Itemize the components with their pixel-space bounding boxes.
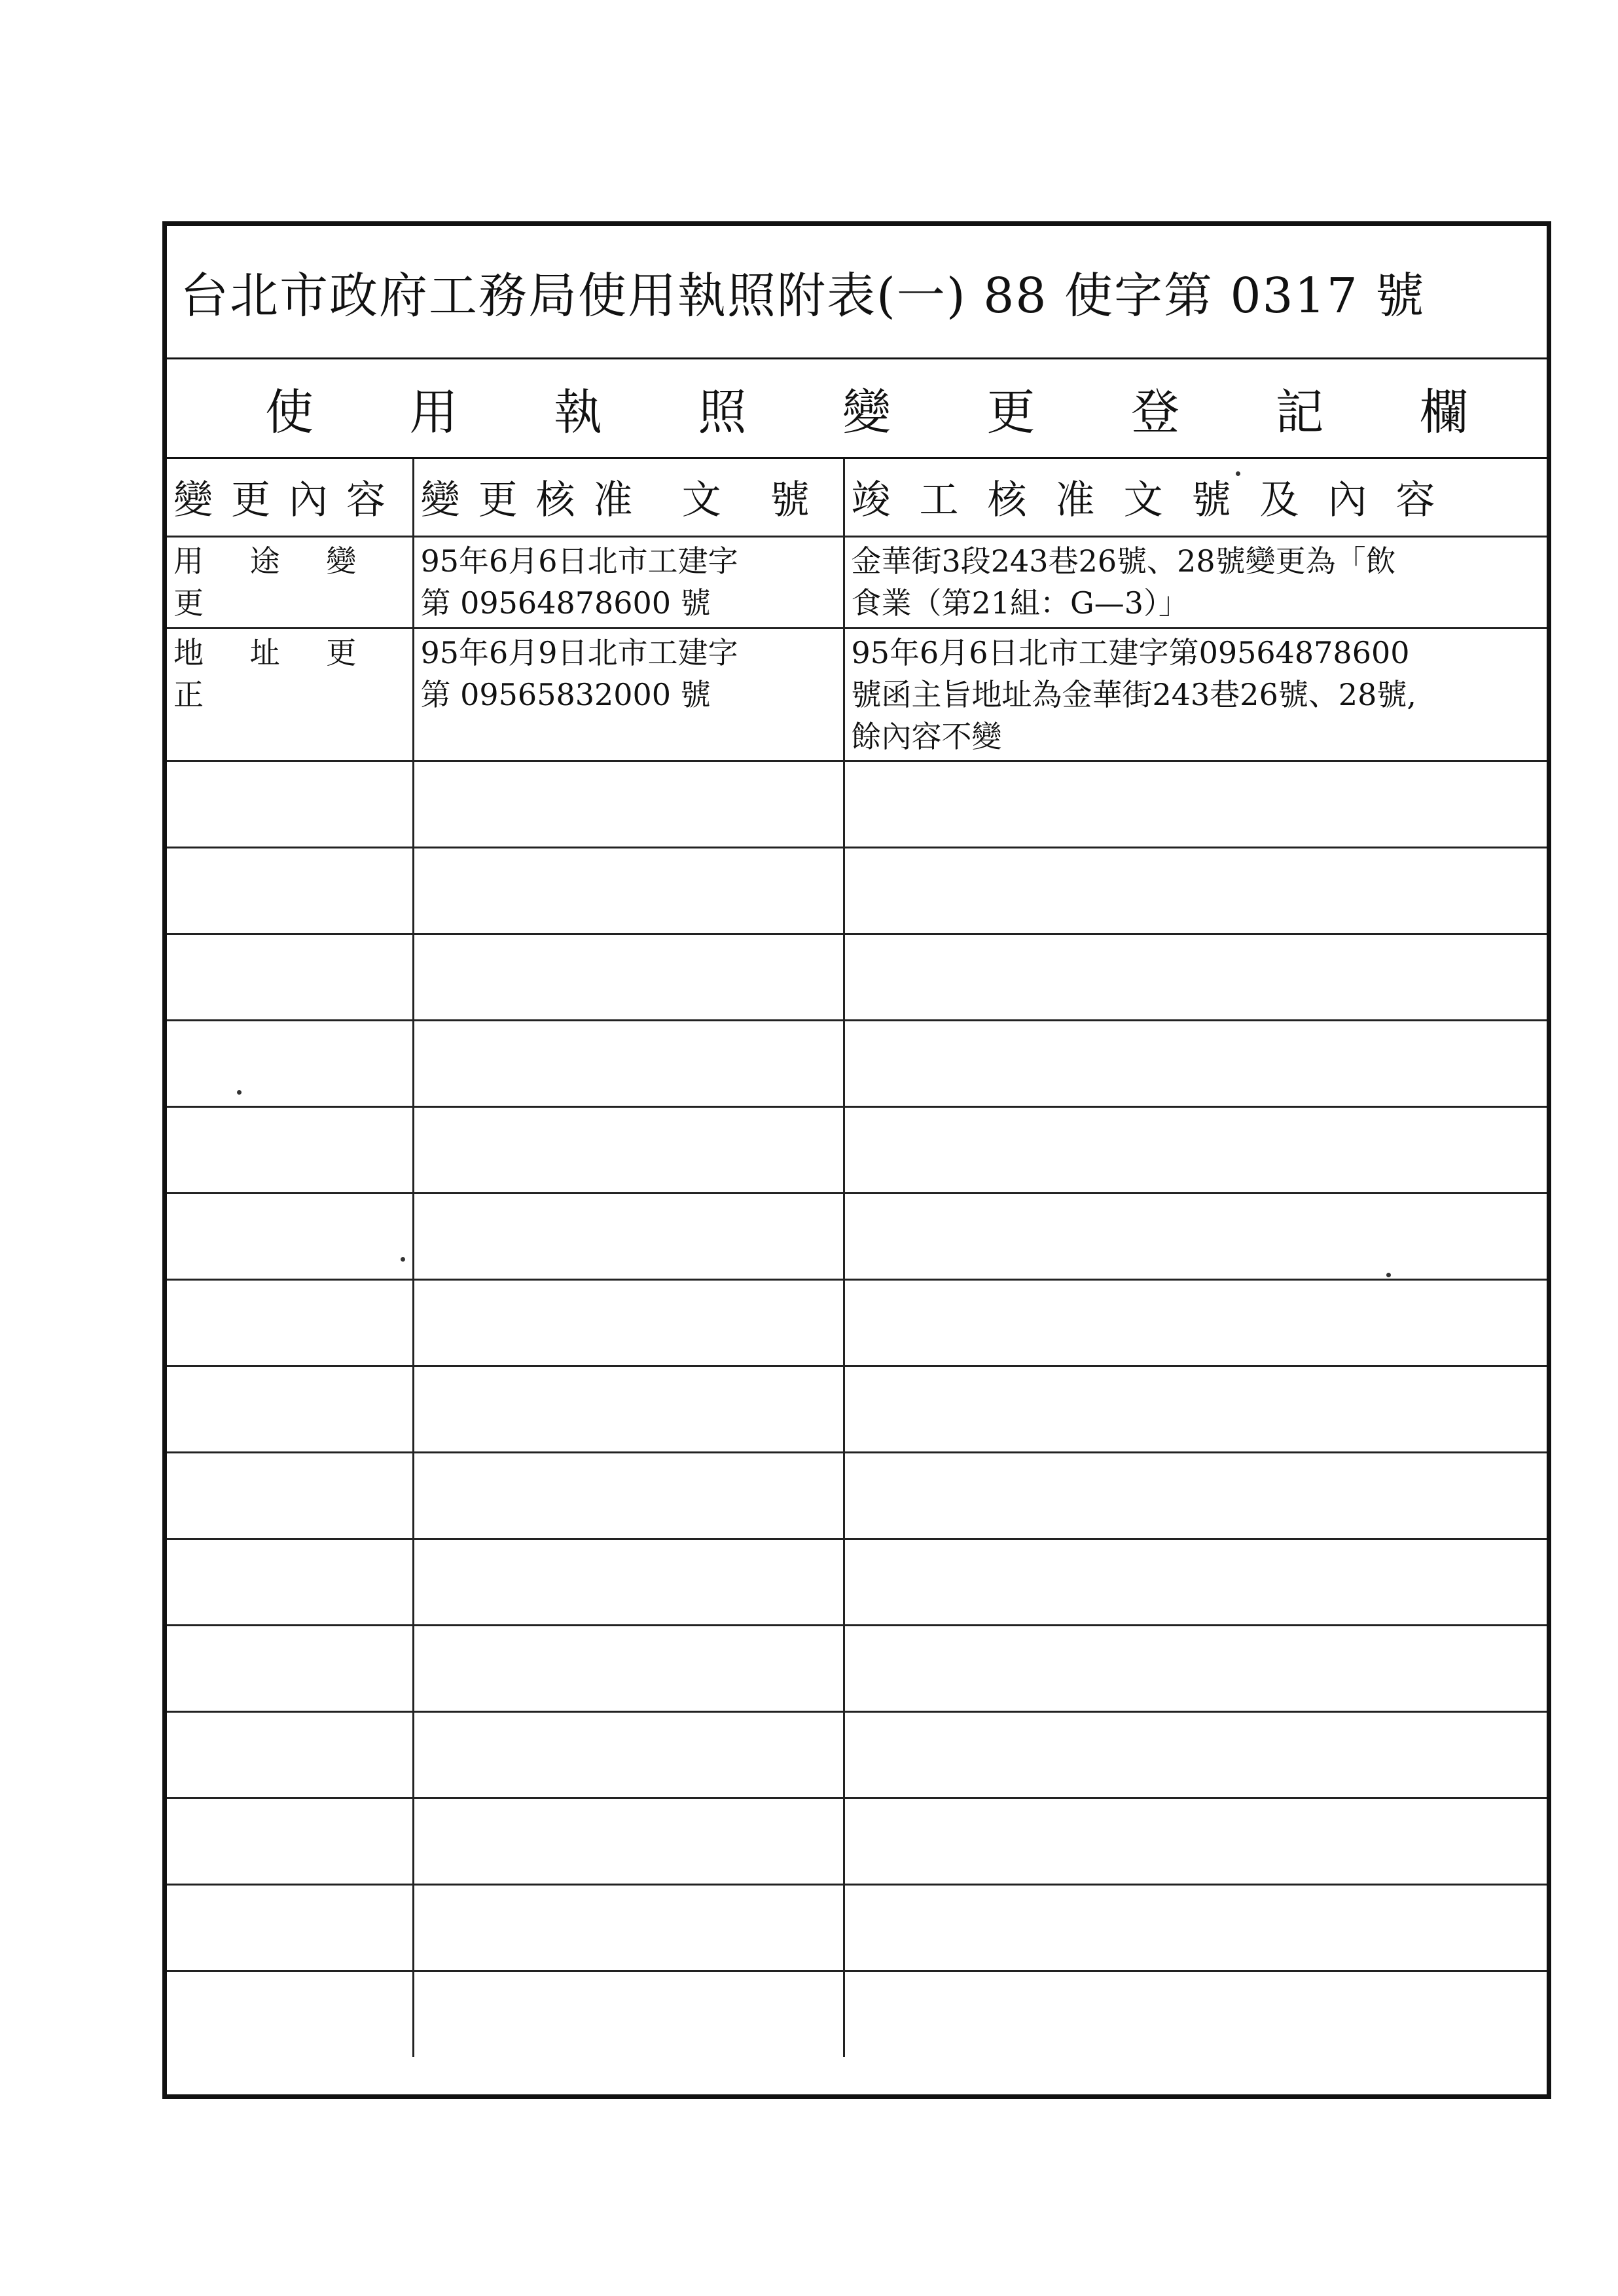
blank-cell bbox=[413, 1106, 844, 1193]
blank-cell bbox=[413, 934, 844, 1020]
blank-cell bbox=[844, 1106, 1547, 1193]
header-completion-content: 竣工核准文號及內容 bbox=[844, 459, 1547, 536]
blank-row bbox=[167, 1279, 1547, 1366]
blank-cell bbox=[844, 1279, 1547, 1366]
license-annex-frame bbox=[162, 221, 1551, 2099]
blank-cell bbox=[167, 1625, 413, 1711]
blank-row bbox=[167, 761, 1547, 847]
approval-number-cell bbox=[413, 536, 844, 628]
scan-speck bbox=[1386, 1273, 1391, 1277]
blank-row bbox=[167, 1625, 1547, 1711]
blank-row bbox=[167, 1711, 1547, 1798]
blank-row bbox=[167, 1539, 1547, 1625]
blank-cell bbox=[413, 761, 844, 847]
blank-cell bbox=[844, 934, 1547, 1020]
blank-cell bbox=[167, 1279, 413, 1366]
blank-row bbox=[167, 1193, 1547, 1279]
blank-row bbox=[167, 1020, 1547, 1106]
blank-row bbox=[167, 1798, 1547, 1884]
blank-row bbox=[167, 1884, 1547, 1971]
blank-row bbox=[167, 934, 1547, 1020]
approval-number-cell bbox=[413, 628, 844, 761]
subtitle-char: 欄 bbox=[1420, 384, 1468, 441]
change-type-cell: 地 址 更 正 bbox=[167, 628, 413, 761]
change-type-cell: 用 途 變 更 bbox=[167, 536, 413, 628]
blank-cell bbox=[167, 847, 413, 934]
blank-cell bbox=[167, 1193, 413, 1279]
table-row bbox=[167, 628, 1547, 761]
subtitle-char: 記 bbox=[1275, 384, 1324, 441]
blank-cell bbox=[844, 1711, 1547, 1798]
blank-cell bbox=[413, 1279, 844, 1366]
blank-cell bbox=[413, 1625, 844, 1711]
approval-line: 95年6月6日北市工建字 bbox=[420, 543, 738, 579]
scan-speck bbox=[1236, 471, 1240, 476]
blank-cell bbox=[413, 1884, 844, 1971]
document-title: 台北市政府工務局使用執照附表(一) 88 使字第 0317 號 bbox=[167, 226, 1547, 359]
table-row bbox=[167, 536, 1547, 628]
blank-cell bbox=[844, 847, 1547, 934]
blank-cell bbox=[413, 1971, 844, 2057]
blank-cell bbox=[844, 761, 1547, 847]
scan-speck bbox=[237, 1090, 242, 1095]
blank-row bbox=[167, 1366, 1547, 1452]
blank-cell bbox=[844, 1798, 1547, 1884]
blank-cell bbox=[167, 1106, 413, 1193]
subtitle-char: 使 bbox=[265, 384, 314, 441]
approval-line: 第 09564878600 號 bbox=[420, 585, 711, 621]
blank-cell bbox=[413, 1452, 844, 1539]
completion-line: 食業（第21組：G—3）」 bbox=[851, 585, 1189, 621]
blank-cell bbox=[167, 934, 413, 1020]
completion-line: 95年6月6日北市工建字第09564878600 bbox=[851, 634, 1410, 670]
completion-line: 號函主旨地址為金華街243巷26號、28號, bbox=[851, 676, 1416, 712]
approval-line: 95年6月9日北市工建字 bbox=[420, 634, 738, 670]
blank-row bbox=[167, 847, 1547, 934]
blank-cell bbox=[844, 1971, 1547, 2057]
subtitle-char: 更 bbox=[986, 384, 1035, 441]
header-approval-number: 變更核准 文 號 bbox=[413, 459, 844, 536]
blank-cell bbox=[167, 1711, 413, 1798]
blank-cell bbox=[844, 1625, 1547, 1711]
subtitle-char: 執 bbox=[554, 384, 602, 441]
blank-cell bbox=[167, 1366, 413, 1452]
blank-cell bbox=[167, 761, 413, 847]
completion-content-cell bbox=[844, 536, 1547, 628]
blank-cell bbox=[413, 1193, 844, 1279]
blank-cell bbox=[167, 1539, 413, 1625]
change-register-table bbox=[167, 459, 1547, 2057]
blank-cell bbox=[167, 1020, 413, 1106]
approval-line: 第 09565832000 號 bbox=[420, 676, 711, 712]
blank-cell bbox=[413, 1539, 844, 1625]
blank-cell bbox=[167, 1452, 413, 1539]
blank-cell bbox=[844, 1884, 1547, 1971]
completion-content-cell bbox=[844, 628, 1547, 761]
blank-cell bbox=[844, 1193, 1547, 1279]
blank-cell bbox=[167, 1971, 413, 2057]
header-change-content: 變更內容 bbox=[167, 459, 413, 536]
blank-cell bbox=[167, 1884, 413, 1971]
blank-cell bbox=[413, 1020, 844, 1106]
blank-cell bbox=[844, 1452, 1547, 1539]
blank-cell bbox=[413, 1711, 844, 1798]
blank-cell bbox=[413, 847, 844, 934]
blank-cell bbox=[167, 1798, 413, 1884]
blank-cell bbox=[844, 1366, 1547, 1452]
subtitle-char: 照 bbox=[698, 384, 747, 441]
blank-cell bbox=[844, 1020, 1547, 1106]
completion-line: 金華街3段243巷26號、28號變更為「飲 bbox=[851, 543, 1396, 579]
subtitle-char: 登 bbox=[1131, 384, 1179, 441]
completion-line: 餘內容不變 bbox=[851, 718, 1002, 754]
blank-row bbox=[167, 1106, 1547, 1193]
blank-cell bbox=[413, 1798, 844, 1884]
scan-speck bbox=[401, 1257, 405, 1262]
blank-cell bbox=[844, 1539, 1547, 1625]
table-header-row bbox=[167, 459, 1547, 536]
subtitle-char: 用 bbox=[409, 384, 458, 441]
blank-row bbox=[167, 1971, 1547, 2057]
section-subtitle bbox=[167, 359, 1547, 459]
blank-row bbox=[167, 1452, 1547, 1539]
blank-cell bbox=[413, 1366, 844, 1452]
subtitle-char: 變 bbox=[842, 384, 891, 441]
